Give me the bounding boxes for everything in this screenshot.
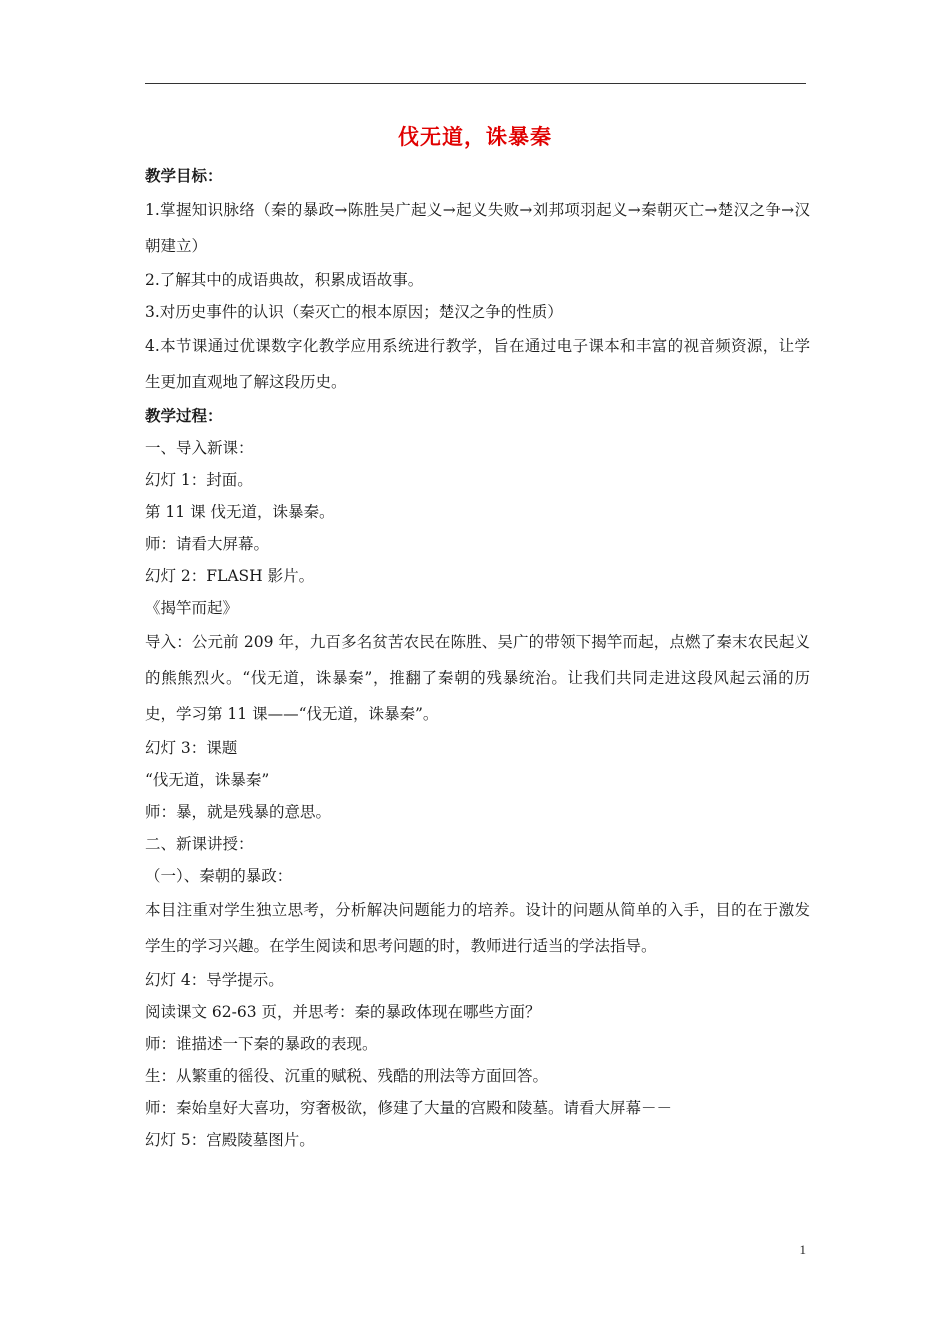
slide-1: 幻灯 1：封面。: [145, 471, 253, 489]
document-body: [145, 160, 810, 1156]
subsection-qin-tyranny: （一）、秦朝的暴政：: [145, 867, 293, 885]
slide-2: 幻灯 2：FLASH 影片。: [145, 567, 315, 585]
teacher-line-1: 师：请看大屏幕。: [145, 535, 270, 553]
subsection-new-lesson: 二、新课讲授：: [145, 835, 254, 853]
document-title: 伐无道，诛暴秦: [398, 125, 552, 149]
subsection-intro: 一、导入新课：: [145, 439, 254, 457]
slide-4: 幻灯 4：导学提示。: [145, 971, 284, 989]
objective-item-4: 4.本节课通过优课数字化教学应用系统进行教学，旨在通过电子课本和丰富的视音频资源，让学生更加直观地了解这段历史。: [145, 337, 810, 391]
intro-paragraph: 导入：公元前 209 年，九百多名贫苦农民在陈胜、吴广的带领下揭竿而起，点燃了秦末农民起义的熊熊烈火。“伐无道，诛暴秦”，推翻了秦朝的残暴统治。让我们共同走进这段风起云涌的历史，学习第 11 课——“伐无道，诛暴秦”。: [145, 633, 810, 723]
slide-5: 幻灯 5：宫殿陵墓图片。: [145, 1131, 315, 1149]
design-paragraph: 本目注重对学生独立思考，分析解决问题能力的培养。设计的问题从简单的入手，目的在于激发学生的学习兴趣。在学生阅读和思考问题的时，教师进行适当的学法指导。: [145, 901, 810, 955]
slide-3: 幻灯 3：课题: [145, 739, 238, 757]
objective-item-2: 2.了解其中的成语典故，积累成语故事。: [145, 271, 424, 289]
student-line-1: 生：从繁重的徭役、沉重的赋税、残酷的刑法等方面回答。: [145, 1067, 549, 1085]
section-heading-process: 教学过程：: [145, 407, 223, 425]
film-title: 《揭竿而起》: [145, 599, 239, 617]
section-heading-objectives: 教学目标：: [145, 167, 223, 185]
reading-prompt: 阅读课文 62-63 页，并思考：秦的暴政体现在哪些方面？: [145, 1003, 541, 1021]
teacher-line-2: 师：暴，就是残暴的意思。: [145, 803, 332, 821]
teacher-line-4: 师：秦始皇好大喜功，穷奢极欲，修建了大量的宫殿和陵墓。请看大屏幕－－: [145, 1099, 673, 1117]
lesson-title-line: 第 11 课 伐无道，诛暴秦。: [145, 503, 335, 521]
header-rule: [145, 83, 806, 84]
objective-item-1: 1.掌握知识脉络（秦的暴政→陈胜吴广起义→起义失败→刘邦项羽起义→秦朝灭亡→楚汉之争→汉朝建立）: [145, 201, 810, 255]
page-number: 1: [799, 1242, 806, 1257]
objective-item-3: 3.对历史事件的认识（秦灭亡的根本原因；楚汉之争的性质）: [145, 303, 563, 321]
teacher-line-3: 师：谁描述一下秦的暴政的表现。: [145, 1035, 378, 1053]
topic-quote: “伐无道，诛暴秦”: [145, 771, 270, 789]
